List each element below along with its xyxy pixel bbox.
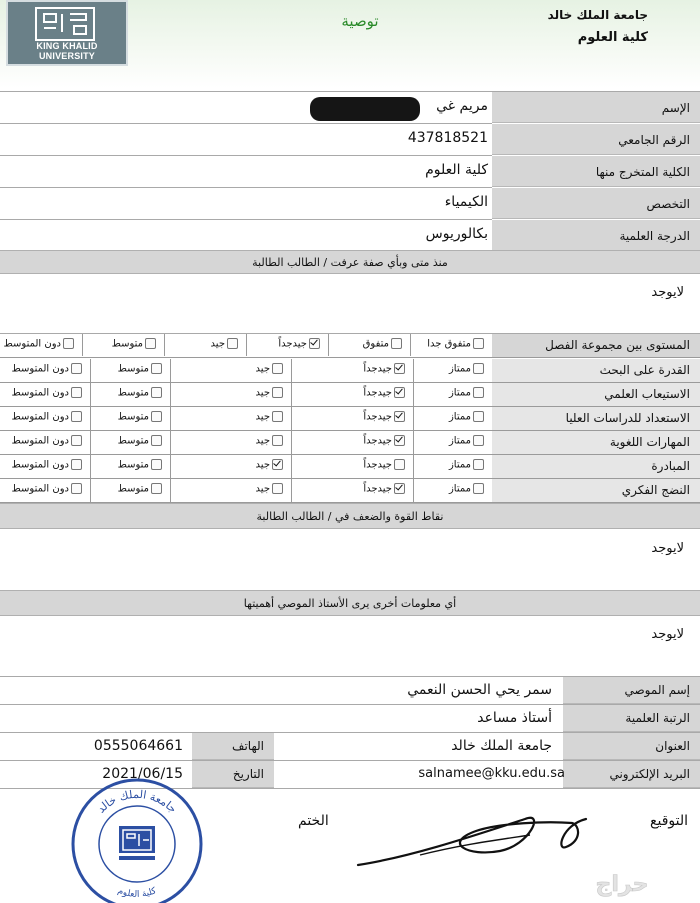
logo-emblem-icon: [30, 4, 100, 44]
class-level-option[interactable]: [4, 338, 74, 350]
checkbox[interactable]: [272, 363, 283, 374]
student-field-value: الكيمياء: [444, 194, 488, 210]
option-label: جيد: [255, 459, 270, 471]
criterion-row: [0, 359, 492, 383]
logo-text: KING KHALID UNIVERSITY: [36, 41, 98, 61]
criterion-option[interactable]: [118, 363, 162, 375]
student-field-label: الكلية المتخرج منها: [492, 156, 700, 187]
option-label: جيدجداً: [278, 338, 307, 350]
option-label: ممتاز: [448, 435, 471, 447]
student-field-value: 437818521: [407, 130, 488, 146]
recommender-name-label: إسم الموصي: [563, 677, 700, 704]
checkbox[interactable]: [473, 459, 484, 470]
checkbox[interactable]: [473, 411, 484, 422]
phone: 0555064661: [93, 738, 183, 754]
option-label: دون المتوسط: [11, 459, 69, 471]
option-label: جيدجداً: [363, 363, 392, 375]
redaction-mark: [310, 97, 420, 121]
checkbox[interactable]: [473, 435, 484, 446]
checkbox[interactable]: [272, 483, 283, 494]
checkbox[interactable]: [394, 411, 405, 422]
option-label: ممتاز: [448, 411, 471, 423]
option-label: متوسط: [117, 363, 149, 375]
phone-label: الهاتف: [192, 733, 274, 760]
class-level-option[interactable]: [427, 338, 484, 350]
academic-rank-label: الرتبة العلمية: [563, 705, 700, 732]
option-label: ممتاز: [448, 483, 471, 495]
checkbox[interactable]: [71, 435, 82, 446]
option-label: دون المتوسط: [11, 363, 69, 375]
option-label: دون المتوسط: [11, 387, 69, 399]
email-label: البريد الإلكتروني: [563, 761, 700, 788]
class-level-option[interactable]: [363, 338, 402, 350]
class-level-option[interactable]: [211, 338, 238, 350]
option-label: متوسط: [117, 411, 149, 423]
checkbox[interactable]: [151, 387, 162, 398]
option-label: متفوق: [362, 338, 389, 350]
criterion-option[interactable]: [12, 363, 82, 375]
checkbox[interactable]: [309, 338, 320, 349]
option-label: متوسط: [117, 483, 149, 495]
option-label: جيد: [255, 483, 270, 495]
option-label: ممتاز: [448, 363, 471, 375]
watermark-text: حراج: [595, 872, 649, 897]
criterion-option[interactable]: [449, 435, 484, 447]
section-strengths-title: نقاط القوة والضعف في / الطالب الطالبة: [0, 503, 700, 529]
stamp-label: الختم: [298, 813, 329, 829]
criterion-label: القدرة على البحث: [492, 359, 700, 383]
criterion-option[interactable]: [449, 387, 484, 399]
criterion-option[interactable]: [118, 387, 162, 399]
university-logo: [6, 0, 128, 66]
criterion-option[interactable]: [118, 411, 162, 423]
criterion-option[interactable]: [12, 459, 82, 471]
document-title: توصية: [341, 12, 379, 30]
class-level-label: المستوى بين مجموعة الفصل: [492, 334, 700, 358]
class-level-option[interactable]: [112, 338, 156, 350]
section-other-info-title: أي معلومات أخرى يرى الأستاذ الموصي أهميتها: [0, 590, 700, 616]
checkbox[interactable]: [272, 387, 283, 398]
email: salnamee@kku.edu.sa: [418, 766, 565, 781]
checkbox[interactable]: [151, 459, 162, 470]
official-stamp: [67, 778, 207, 903]
option-label: دون المتوسط: [3, 338, 61, 350]
criterion-option[interactable]: [256, 387, 283, 399]
divider: [0, 123, 492, 124]
option-label: جيد: [210, 338, 225, 350]
date: 2021/06/15: [102, 766, 183, 782]
checkbox[interactable]: [394, 387, 405, 398]
option-label: جيدجداً: [363, 459, 392, 471]
known-since-answer: لايوجد: [651, 285, 684, 300]
svg-text:كلية العلوم: [116, 886, 158, 900]
option-label: دون المتوسط: [11, 483, 69, 495]
criterion-option[interactable]: [118, 483, 162, 495]
criterion-option[interactable]: [363, 483, 405, 495]
checkbox[interactable]: [63, 338, 74, 349]
other-info-answer: لايوجد: [651, 627, 684, 642]
section-known-since-title: منذ متى وبأي صفة عرفت / الطالب الطالبة: [0, 250, 700, 274]
checkbox[interactable]: [473, 338, 484, 349]
checkbox[interactable]: [71, 411, 82, 422]
checkbox[interactable]: [473, 363, 484, 374]
criterion-label: الاستعداد للدراسات العليا: [492, 407, 700, 431]
criterion-option[interactable]: [12, 387, 82, 399]
handwritten-signature: [350, 795, 600, 875]
option-label: جيدجداً: [363, 483, 392, 495]
criterion-option[interactable]: [256, 459, 283, 471]
student-field-label: الإسم: [492, 92, 700, 123]
option-label: جيدجداً: [363, 387, 392, 399]
checkbox[interactable]: [473, 387, 484, 398]
recommender-name: سمر يحي الحسن النعمي: [407, 682, 552, 698]
checkbox[interactable]: [151, 411, 162, 422]
criterion-option[interactable]: [256, 435, 283, 447]
option-label: متفوق جدا: [427, 338, 471, 350]
checkbox[interactable]: [151, 435, 162, 446]
university-name: جامعة الملك خالد: [547, 8, 648, 22]
stamp-ring-bottom: كلية العلوم: [116, 886, 158, 900]
criterion-option[interactable]: [118, 459, 162, 471]
checkbox[interactable]: [394, 435, 405, 446]
checkbox[interactable]: [394, 483, 405, 494]
criterion-option[interactable]: [118, 435, 162, 447]
student-field-value: بكالوريوس: [425, 226, 488, 242]
checkbox[interactable]: [473, 483, 484, 494]
checkbox[interactable]: [272, 411, 283, 422]
checkbox[interactable]: [71, 363, 82, 374]
criterion-option[interactable]: [449, 363, 484, 375]
checkbox[interactable]: [227, 338, 238, 349]
criterion-option[interactable]: [256, 363, 283, 375]
divider: [0, 219, 492, 220]
criterion-label: المهارات اللغوية: [492, 431, 700, 455]
checkbox[interactable]: [394, 363, 405, 374]
svg-text:جامعة الملك خالد: [95, 788, 180, 816]
criterion-option[interactable]: [12, 435, 82, 447]
class-level-options: [0, 334, 492, 358]
class-level-option[interactable]: [278, 338, 320, 350]
criterion-option[interactable]: [449, 459, 484, 471]
checkbox[interactable]: [394, 459, 405, 470]
checkbox[interactable]: [151, 483, 162, 494]
strengths-answer: لايوجد: [651, 541, 684, 556]
criterion-option[interactable]: [449, 411, 484, 423]
faculty-name: كلية العلوم: [577, 30, 648, 45]
criterion-option[interactable]: [12, 483, 82, 495]
option-label: جيدجداً: [363, 411, 392, 423]
criterion-option[interactable]: [449, 483, 484, 495]
option-label: ممتاز: [448, 459, 471, 471]
checkbox[interactable]: [272, 435, 283, 446]
signature-label: التوقيع: [650, 813, 688, 829]
option-label: دون المتوسط: [11, 435, 69, 447]
criterion-option[interactable]: [363, 387, 405, 399]
student-field-value: كلية العلوم: [425, 162, 488, 178]
option-label: جيد: [255, 435, 270, 447]
option-label: متوسط: [117, 387, 149, 399]
criterion-row: [0, 455, 492, 479]
student-field-value: مريم غي: [436, 98, 488, 114]
criterion-row: [0, 431, 492, 455]
option-label: دون المتوسط: [11, 411, 69, 423]
watermark-logo: [560, 866, 685, 900]
student-field-label: التخصص: [492, 188, 700, 219]
criterion-row: [0, 479, 492, 503]
criterion-option[interactable]: [363, 363, 405, 375]
criterion-label: المبادرة: [492, 455, 700, 479]
criterion-option[interactable]: [363, 459, 405, 471]
academic-rank: أستاذ مساعد: [477, 710, 552, 726]
student-field-label: الرقم الجامعي: [492, 124, 700, 155]
option-label: جيد: [255, 363, 270, 375]
option-label: جيدجداً: [363, 435, 392, 447]
criterion-option[interactable]: [256, 411, 283, 423]
criterion-option[interactable]: [12, 411, 82, 423]
checkbox[interactable]: [71, 483, 82, 494]
checkbox[interactable]: [272, 459, 283, 470]
option-label: متوسط: [117, 459, 149, 471]
criterion-option[interactable]: [363, 411, 405, 423]
criterion-row: [0, 407, 492, 431]
option-label: جيد: [255, 411, 270, 423]
option-label: متوسط: [111, 338, 143, 350]
criterion-row: [0, 383, 492, 407]
stamp-emblem-icon: [119, 826, 155, 860]
date-label: التاريخ: [192, 761, 274, 788]
divider: [0, 155, 492, 156]
option-label: جيد: [255, 387, 270, 399]
address-label: العنوان: [563, 733, 700, 760]
criterion-option[interactable]: [256, 483, 283, 495]
checkbox[interactable]: [71, 387, 82, 398]
student-field-label: الدرجة العلمية: [492, 220, 700, 251]
option-label: متوسط: [117, 435, 149, 447]
address: جامعة الملك خالد: [451, 738, 552, 754]
checkbox[interactable]: [151, 363, 162, 374]
divider: [0, 187, 492, 188]
criterion-option[interactable]: [363, 435, 405, 447]
checkbox[interactable]: [145, 338, 156, 349]
stamp-ring-top: جامعة الملك خالد: [94, 787, 180, 816]
option-label: ممتاز: [448, 387, 471, 399]
checkbox[interactable]: [391, 338, 402, 349]
criterion-label: النضج الفكري: [492, 479, 700, 503]
checkbox[interactable]: [71, 459, 82, 470]
criterion-label: الاستيعاب العلمي: [492, 383, 700, 407]
